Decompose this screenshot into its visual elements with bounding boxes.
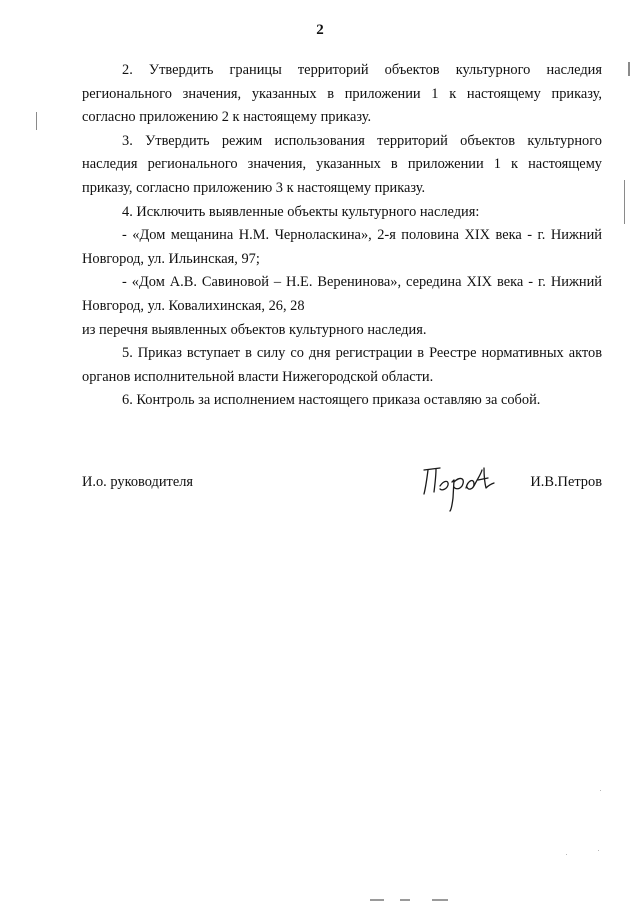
paragraph-approve-usage-regime: 3. Утвердить режим использования территорий объектов культурного наследия регионального значения, указанных в приложении 1 к настоящему приказу, согласно приложению 3 к настоящему приказу.: [82, 132, 602, 196]
document-body: [82, 59, 602, 413]
handwritten-signature: [418, 456, 508, 512]
scan-edge-mark: [624, 180, 625, 224]
paragraph-control: 6. Контроль за исполнением настоящего приказа оставляю за собой.: [122, 392, 541, 409]
paragraph-exclude-objects: 4. Исключить выявленные объекты культурного наследия:: [122, 203, 480, 220]
paragraph-approve-boundaries: 2. Утвердить границы территорий объектов культурного наследия регионального значения, указанных в приложении 1 к настоящему приказу, согласно приложению 2 к настоящему приказу.: [82, 62, 602, 126]
list-item-savinova-house: - «Дом А.В. Савиновой – Н.Е. Веренинова», середина XIX века - г. Нижний Новгород, ул. Ковалихинская, 26, 28: [82, 274, 602, 314]
scan-edge-mark: [432, 899, 448, 901]
scan-edge-mark: [370, 899, 384, 901]
scan-edge-mark: [400, 899, 410, 901]
signatory-name: И.В.Петров: [530, 474, 602, 490]
page-number: 2: [316, 22, 324, 38]
scan-edge-mark: [36, 112, 37, 130]
paragraph-entry-into-force: 5. Приказ вступает в силу со дня регистрации в Реестре нормативных актов органов исполнительной власти Нижегородской области.: [82, 345, 602, 385]
scan-dot: [566, 854, 567, 855]
paragraph-from-list: из перечня выявленных объектов культурного наследия.: [82, 321, 427, 338]
list-item-chernolaskin-house: - «Дом мещанина Н.М. Черноласкина», 2-я половина XIX века - г. Нижний Новгород, ул. Ильинская, 97;: [82, 227, 602, 267]
signatory-role: И.о. руководителя: [82, 474, 194, 490]
scan-dot: [598, 850, 599, 851]
scan-edge-mark: [628, 62, 630, 76]
scan-dot: [600, 790, 601, 791]
signature-block: [82, 470, 602, 510]
